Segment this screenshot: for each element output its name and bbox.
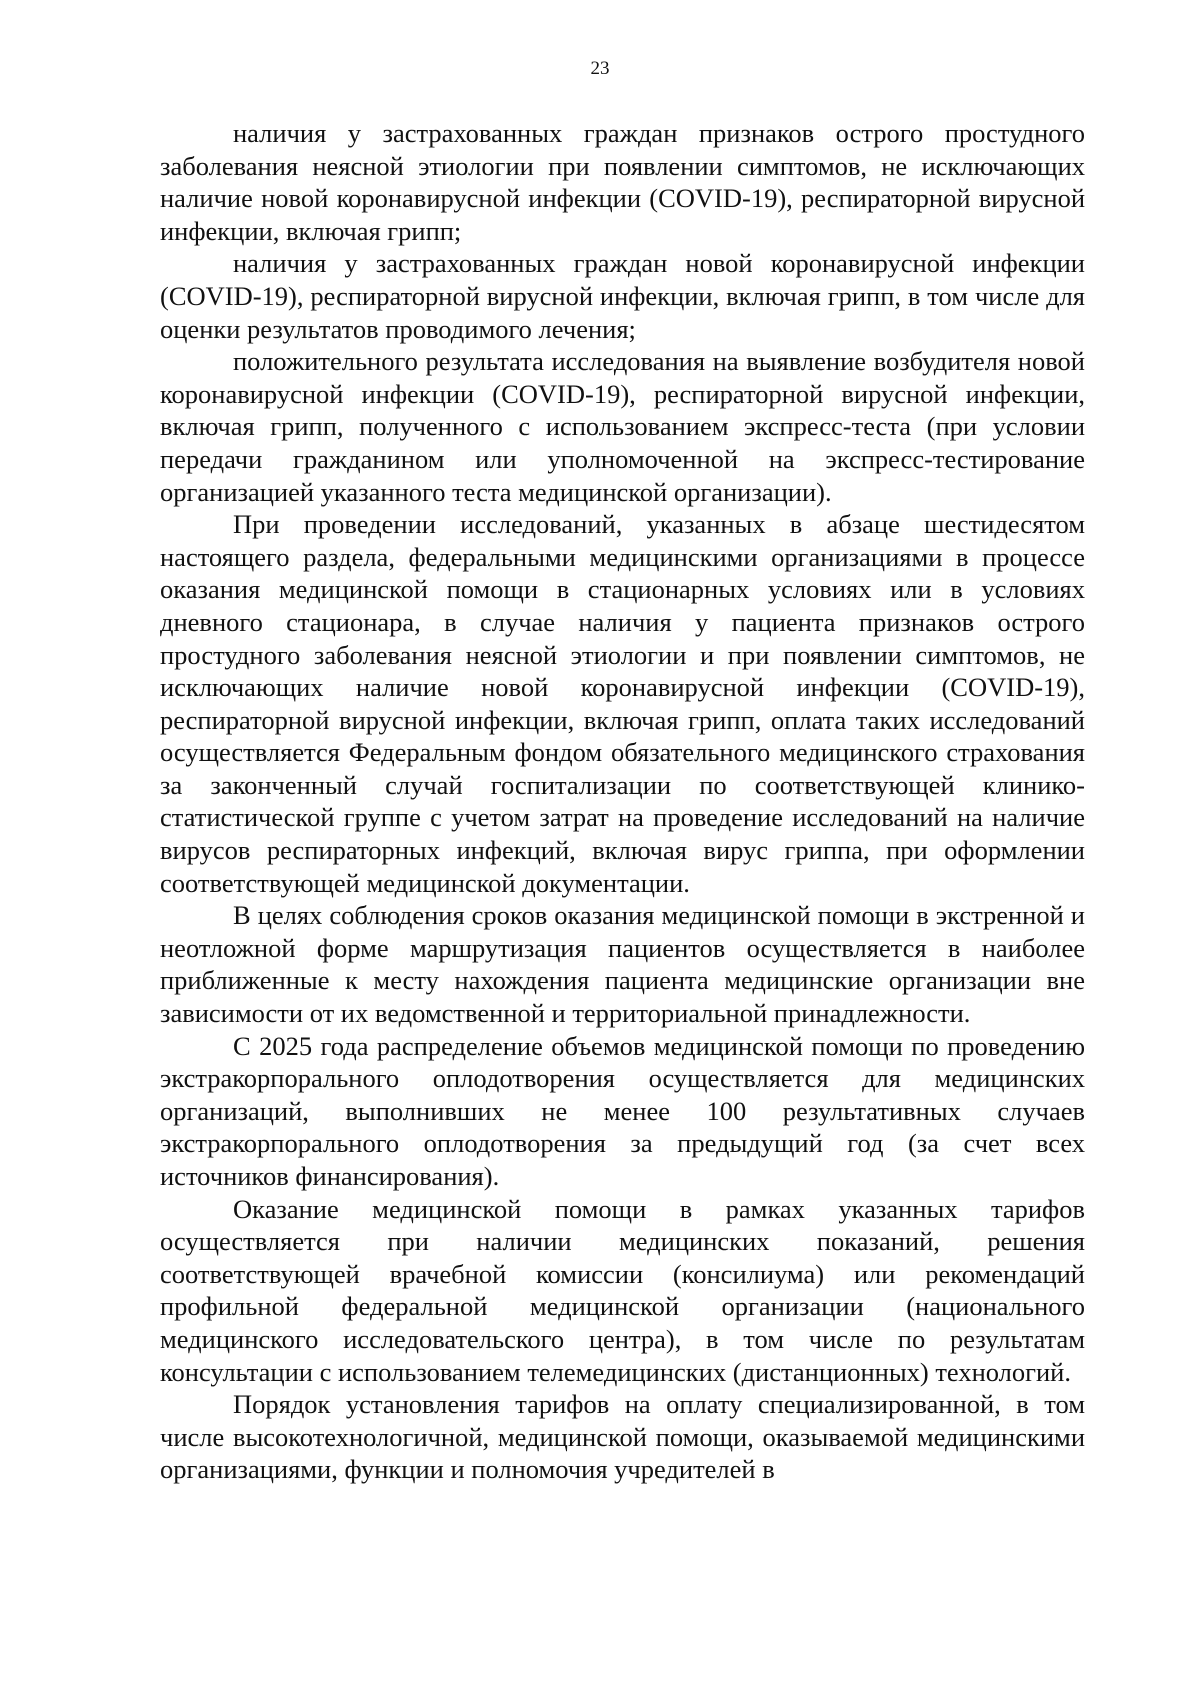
body-text	[160, 117, 1085, 1486]
paragraph-express-test: положительного результата исследования на выявление возбудителя новой коронавирусной инфекции (COVID-19), респираторной вирусной инфекции, включая грипп, полученного с использованием экспресс-теста (при условии передачи гражданином или уполномоченной на экспресс-тестирование организацией указанного теста медицинской организации).	[160, 346, 1085, 507]
paragraph-symptoms: наличия у застрахованных граждан признаков острого простудного заболевания неясной этиологии при появлении симптомов, не исключающих наличие новой коронавирусной инфекции (COVID-19), респираторной вирусной инфекции, включая грипп;	[160, 118, 1085, 246]
paragraph-infection: наличия у застрахованных граждан новой коронавирусной инфекции (COVID-19), респираторной вирусной инфекции, включая грипп, в том числе для оценки результатов проводимого лечения;	[160, 248, 1085, 344]
page-number: 23	[590, 58, 610, 79]
paragraph-federal-research: При проведении исследований, указанных в абзаце шестидесятом настоящего раздела, федеральными медицинскими организациями в процессе оказания медицинской помощи в стационарных условиях или в условиях дневного стационара, в случае наличия у пациента признаков острого простудного заболевания неясной этиологии и при появлении симптомов, не исключающих наличие новой коронавирусной инфекции (COVID-19), респираторной вирусной инфекции, включая грипп, оплата таких исследований осуществляется Федеральным фондом обязательного медицинского страхования за законченный случай госпитализации по соответствующей клинико-статистической группе с учетом затрат на проведение исследований на наличие вирусов респираторных инфекций, включая вирус гриппа, при оформлении соответствующей медицинской документации.	[160, 509, 1085, 898]
paragraph-ivf-2025: С 2025 года распределение объемов медицинской помощи по проведению экстракорпорального оплодотворения осуществляется для медицинских организаций, выполнивших не менее 100 результативных случаев экстракорпорального оплодотворения за предыдущий год (за счет всех источников финансирования).	[160, 1030, 1085, 1191]
paragraph-tariffs-provision: Оказание медицинской помощи в рамках указанных тарифов осуществляется при наличии медицинских показаний, решения соответствующей врачебной комиссии (консилиума) или рекомендаций профильной федеральной медицинской организации (национального медицинского исследовательского центра), в том числе по результатам консультации с использованием телемедицинских (дистанционных) технологий.	[160, 1193, 1085, 1387]
paragraph-tariff-procedure: Порядок установления тарифов на оплату специализированной, в том числе высокотехнологичной, медицинской помощи, оказываемой медицинскими организациями, функции и полномочия учредителей в	[160, 1389, 1085, 1485]
paragraph-routing: В целях соблюдения сроков оказания медицинской помощи в экстренной и неотложной форме маршрутизация пациентов осуществляется в наиболее приближенные к месту нахождения пациента медицинские организации вне зависимости от их ведомственной и территориальной принадлежности.	[160, 900, 1085, 1029]
